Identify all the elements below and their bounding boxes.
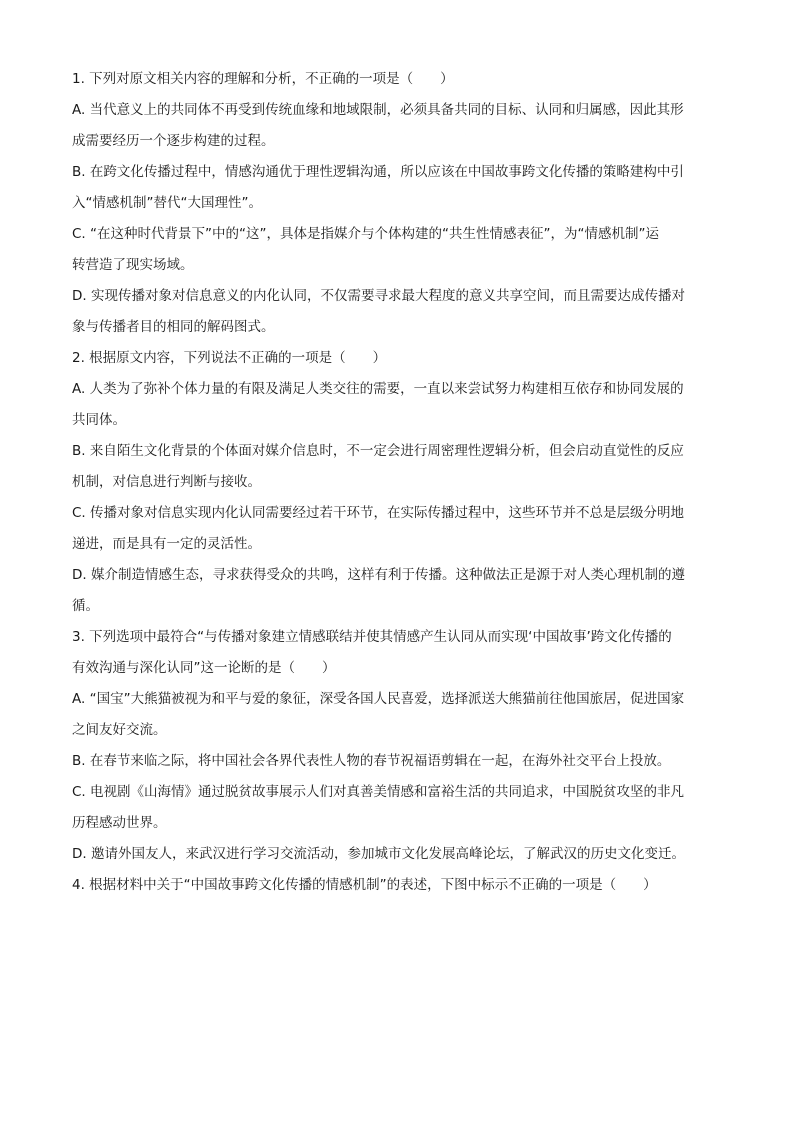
question-3-option-A: A. “国宝”大熊猫被视为和平与爱的象征，深受各国人民喜爱，选择派送大熊猫前往他国旅居，促进国家 <box>72 691 685 707</box>
question-stem-4: 4. 根据材料中关于“中国故事跨文化传播的情感机制”的表述，下图中标示不正确的一项是（ ） <box>72 877 657 893</box>
question-stem-3: 有效沟通与深化认同”这一论断的是（ ） <box>72 660 336 676</box>
question-3-option-C: C. 电视剧《山海情》通过脱贫故事展示人们对真善美情感和富裕生活的共同追求，中国脱贫攻坚的非凡 <box>72 784 685 800</box>
question-2-option-C: C. 传播对象对信息实现内化认同需要经过若干环节，在实际传播过程中，这些环节并不总是层级分明地 <box>72 505 685 521</box>
question-3-option-B: B. 在春节来临之际，将中国社会各界代表性人物的春节祝福语剪辑在一起，在海外社交平台上投放。 <box>72 753 671 769</box>
question-list <box>72 64 722 901</box>
question-1-option-D: D. 实现传播对象对信息意义的内化认同，不仅需要寻求最大程度的意义共享空间，而且需要达成传播对 <box>72 288 685 304</box>
question-3-option-C: 历程感动世界。 <box>72 815 167 831</box>
question-2-option-D: 循。 <box>72 598 99 614</box>
question-2-option-B: B. 来自陌生文化背景的个体面对媒介信息时，不一定会进行周密理性逻辑分析，但会启动直觉性的反应 <box>72 443 684 459</box>
question-stem-1: 1. 下列对原文相关内容的理解和分析，不正确的一项是（ ） <box>72 71 454 87</box>
question-1-option-B: B. 在跨文化传播过程中，情感沟通优于理性逻辑沟通，所以应该在中国故事跨文化传播的策略建构中引 <box>72 164 684 180</box>
question-1-option-A: 成需要经历一个逐步构建的过程。 <box>72 133 275 149</box>
question-1-option-D: 象与传播者目的相同的解码图式。 <box>72 319 275 335</box>
question-2-option-A: 共同体。 <box>72 412 126 428</box>
question-stem-2: 2. 根据原文内容，下列说法不正确的一项是（ ） <box>72 350 387 366</box>
question-3-option-A: 之间友好交流。 <box>72 722 167 738</box>
question-stem-3: 3. 下列选项中最符合“与传播对象建立情感联结并使其情感产生认同从而实现‘中国故事’跨文化传播的 <box>72 629 672 645</box>
question-2-option-D: D. 媒介制造情感生态，寻求获得受众的共鸣，这样有利于传播。这种做法正是源于对人类心理机制的遵 <box>72 567 685 583</box>
question-2-option-B: 机制，对信息进行判断与接收。 <box>72 474 261 490</box>
question-1-option-B: 入“情感机制”替代“大国理性”。 <box>72 195 262 211</box>
question-1-option-A: A. 当代意义上的共同体不再受到传统血缘和地域限制，必须具备共同的目标、认同和归属感，因此其形 <box>72 102 684 118</box>
question-3-option-D: D. 邀请外国友人，来武汉进行学习交流活动，参加城市文化发展高峰论坛，了解武汉的历史文化变迁。 <box>72 846 685 862</box>
question-1-option-C: 转营造了现实场域。 <box>72 257 194 273</box>
question-2-option-A: A. 人类为了弥补个体力量的有限及满足人类交往的需要，一直以来尝试努力构建相互依存和协同发展的 <box>72 381 684 397</box>
question-2-option-C: 递进，而是具有一定的灵活性。 <box>72 536 261 552</box>
question-1-option-C: C. “在这种时代背景下”中的“这”，具体是指媒介与个体构建的“共生性情感表征”，为“情感机制”运 <box>72 226 659 242</box>
